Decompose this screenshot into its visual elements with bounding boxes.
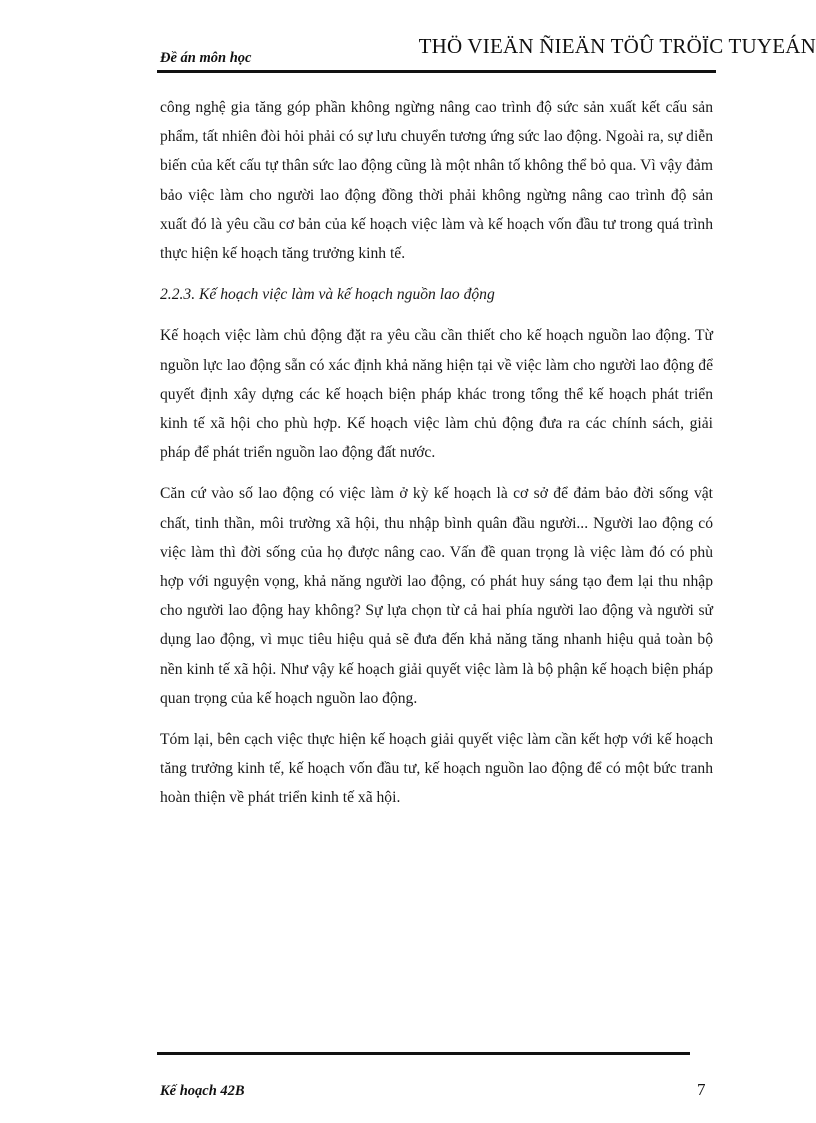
page-number: 7: [697, 1080, 706, 1099]
paragraph-2: Kế hoạch việc làm chủ động đặt ra yêu cầu cần thiết cho kế hoạch nguồn lao động. Từ nguồn lực lao động sẵn có xác định khả năng hiện tại về việc làm cho người lao động để quyết định xây dựng các kế hoạch biện pháp khác trong tổng thể kế hoạch phát triển kinh tế xã hội cho phù hợp. Kế hoạch việc làm chủ động đưa ra các chính sách, giải pháp để phát triển nguồn lao động đất nước.: [160, 327, 713, 462]
section-heading: 2.2.3. Kế hoạch việc làm và kế hoạch nguồn lao động: [160, 286, 495, 304]
footer-divider: [157, 1052, 690, 1055]
paragraph-3: Căn cứ vào số lao động có việc làm ở kỳ kế hoạch là cơ sở để đảm bảo đời sống vật chất, tinh thần, môi trường xã hội, thu nhập bình quân đầu người... Người lao động có việc làm thì đời sống của họ được nâng cao. Vấn đề quan trọng là việc làm đó có phù hợp với nguyện vọng, khả năng người lao động, có phát huy sáng tạo đem lại thu nhập cho người lao động hay không? Sự lựa chọn từ cả hai phía người lao động và người sử dụng lao động, vì mục tiêu hiệu quả sẽ đưa đến khả năng tăng nhanh hiệu quả toàn bộ nền kinh tế xã hội. Như vậy kế hoạch giải quyết việc làm là bộ phận kế hoạch biện pháp quan trọng của kế hoạch nguồn lao động.: [160, 485, 713, 707]
paragraph-4: Tóm lại, bên cạch việc thực hiện kế hoạch giải quyết việc làm cần kết hợp với kế hoạch tăng trưởng kinh tế, kế hoạch vốn đầu tư, kế hoạch nguồn lao động để có một bức tranh hoàn thiện về phát triển kinh tế xã hội.: [160, 731, 713, 807]
watermark-text: THÖ VIEÄN ÑIEÄN TÖÛ TRÖÏC TUYEÁN: [418, 34, 816, 58]
page-content: [160, 93, 713, 813]
paragraph-1: công nghệ gia tăng góp phần không ngừng nâng cao trình độ sức sản xuất kết cấu sản phẩm, tất nhiên đòi hỏi phải có sự lưu chuyển tương ứng sức lao động. Ngoài ra, sự diễn biến của kết cấu tự thân sức lao động cũng là một nhân tố không thể bỏ qua. Vì vậy đảm bảo việc làm cho người lao động đồng thời phải không ngừng nâng cao trình độ sản xuất đó là yêu cầu cơ bản của kế hoạch việc làm và kế hoạch vốn đầu tư trong quá trình thực hiện kế hoạch tăng trưởng kinh tế.: [160, 99, 713, 263]
header-divider: [157, 70, 716, 73]
footer-title: Kế hoạch 42B: [160, 1083, 245, 1099]
header-title: Đề án môn học: [160, 50, 252, 66]
